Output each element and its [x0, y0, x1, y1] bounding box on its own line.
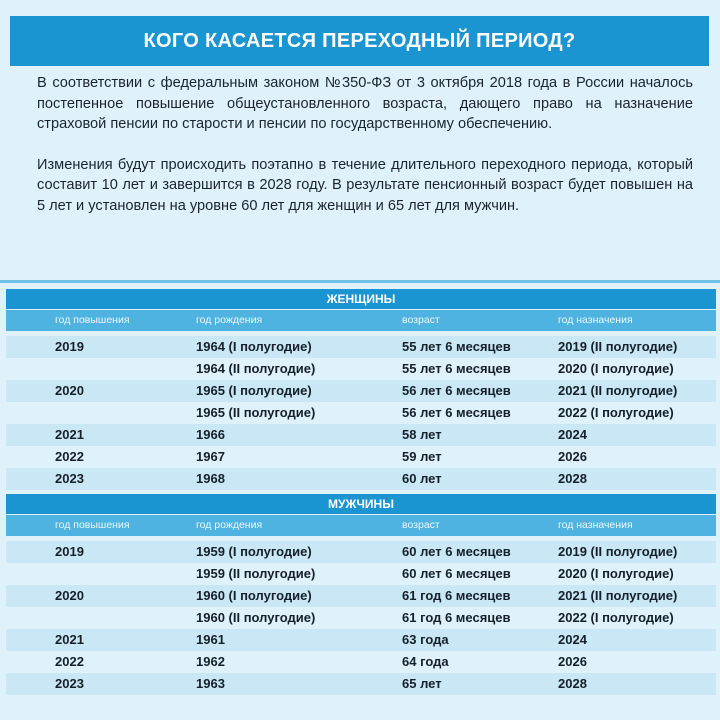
- cell-assignment-year: 2022 (I полугодие): [558, 610, 674, 625]
- men-table: [6, 494, 716, 695]
- cell-age: 60 лет 6 месяцев: [402, 566, 511, 581]
- cell-increase-year: 2023: [55, 471, 84, 486]
- intro-paragraph-2: Изменения будут происходить поэтапно в течение длительного переходного периода, который составит 10 лет и завершится в 2028 году. В результате пенсионный возраст будет повышен на 5 лет и установлен на уровне 60 лет для женщин и 65 лет для мужчин.: [37, 156, 693, 214]
- cell-birth-year: 1960 (II полугодие): [196, 610, 316, 625]
- cell-assignment-year: 2021 (II полугодие): [558, 383, 678, 398]
- cell-birth-year: 1959 (II полугодие): [196, 566, 316, 581]
- cell-assignment-year: 2019 (II полугодие): [558, 544, 678, 559]
- intro-text: [37, 73, 693, 216]
- header-increase-year: год повышения: [55, 314, 130, 326]
- header-age: возраст: [402, 519, 440, 531]
- cell-increase-year: 2022: [55, 654, 84, 669]
- cell-birth-year: 1960 (I полугодие): [196, 588, 312, 603]
- table-row: [6, 585, 716, 607]
- table-row: [6, 336, 716, 358]
- section-divider: [0, 280, 720, 283]
- cell-birth-year: 1964 (I полугодие): [196, 339, 312, 354]
- header-increase-year: год повышения: [55, 519, 130, 531]
- women-table-rows: [6, 336, 716, 490]
- cell-increase-year: 2019: [55, 544, 84, 559]
- cell-assignment-year: 2022 (I полугодие): [558, 405, 674, 420]
- cell-increase-year: 2019: [55, 339, 84, 354]
- cell-assignment-year: 2026: [558, 654, 587, 669]
- cell-age: 55 лет 6 месяцев: [402, 339, 511, 354]
- cell-increase-year: 2021: [55, 427, 84, 442]
- cell-assignment-year: 2028: [558, 471, 587, 486]
- women-table: [6, 289, 716, 490]
- table-row: [6, 424, 716, 446]
- table-row: [6, 651, 716, 673]
- cell-increase-year: 2020: [55, 383, 84, 398]
- header-assignment-year: год назначения: [558, 314, 633, 326]
- cell-age: 65 лет: [402, 676, 442, 691]
- cell-age: 56 лет 6 месяцев: [402, 383, 511, 398]
- cell-assignment-year: 2021 (II полугодие): [558, 588, 678, 603]
- page-title: КОГО КАСАЕТСЯ ПЕРЕХОДНЫЙ ПЕРИОД?: [10, 16, 709, 66]
- men-table-header: [6, 515, 716, 536]
- men-table-title: МУЖЧИНЫ: [6, 494, 716, 514]
- cell-age: 55 лет 6 месяцев: [402, 361, 511, 376]
- cell-age: 59 лет: [402, 449, 442, 464]
- table-row: [6, 629, 716, 651]
- cell-assignment-year: 2026: [558, 449, 587, 464]
- men-table-rows: [6, 541, 716, 695]
- cell-increase-year: 2022: [55, 449, 84, 464]
- cell-birth-year: 1961: [196, 632, 225, 647]
- intro-paragraph-1: В соответствии с федеральным законом №350-ФЗ от 3 октября 2018 года в России началось постепенное повышение общеустановленного возраста, дающего право на назначение страховой пенсии по старости и пенсии по государственному обеспечению.: [37, 75, 693, 132]
- women-table-title: ЖЕНЩИНЫ: [6, 289, 716, 309]
- cell-assignment-year: 2019 (II полугодие): [558, 339, 678, 354]
- table-row: [6, 563, 716, 585]
- cell-birth-year: 1966: [196, 427, 225, 442]
- cell-age: 61 год 6 месяцев: [402, 610, 511, 625]
- cell-birth-year: 1967: [196, 449, 225, 464]
- cell-birth-year: 1965 (I полугодие): [196, 383, 312, 398]
- cell-birth-year: 1964 (II полугодие): [196, 361, 316, 376]
- cell-age: 64 года: [402, 654, 449, 669]
- cell-assignment-year: 2024: [558, 427, 587, 442]
- cell-age: 60 лет 6 месяцев: [402, 544, 511, 559]
- table-row: [6, 673, 716, 695]
- women-table-header: [6, 310, 716, 331]
- cell-age: 60 лет: [402, 471, 442, 486]
- cell-birth-year: 1963: [196, 676, 225, 691]
- table-row: [6, 402, 716, 424]
- table-row: [6, 468, 716, 490]
- header-birth-year: год рождения: [196, 519, 263, 531]
- cell-age: 56 лет 6 месяцев: [402, 405, 511, 420]
- cell-assignment-year: 2020 (I полугодие): [558, 566, 674, 581]
- cell-assignment-year: 2020 (I полугодие): [558, 361, 674, 376]
- cell-birth-year: 1965 (II полугодие): [196, 405, 316, 420]
- table-row: [6, 446, 716, 468]
- cell-birth-year: 1962: [196, 654, 225, 669]
- cell-birth-year: 1968: [196, 471, 225, 486]
- cell-age: 61 год 6 месяцев: [402, 588, 511, 603]
- cell-increase-year: 2021: [55, 632, 84, 647]
- cell-age: 63 года: [402, 632, 449, 647]
- table-row: [6, 380, 716, 402]
- cell-increase-year: 2023: [55, 676, 84, 691]
- table-row: [6, 607, 716, 629]
- table-row: [6, 541, 716, 563]
- cell-age: 58 лет: [402, 427, 442, 442]
- table-row: [6, 358, 716, 380]
- cell-birth-year: 1959 (I полугодие): [196, 544, 312, 559]
- header-assignment-year: год назначения: [558, 519, 633, 531]
- cell-increase-year: 2020: [55, 588, 84, 603]
- cell-assignment-year: 2028: [558, 676, 587, 691]
- cell-assignment-year: 2024: [558, 632, 587, 647]
- header-birth-year: год рождения: [196, 314, 263, 326]
- header-age: возраст: [402, 314, 440, 326]
